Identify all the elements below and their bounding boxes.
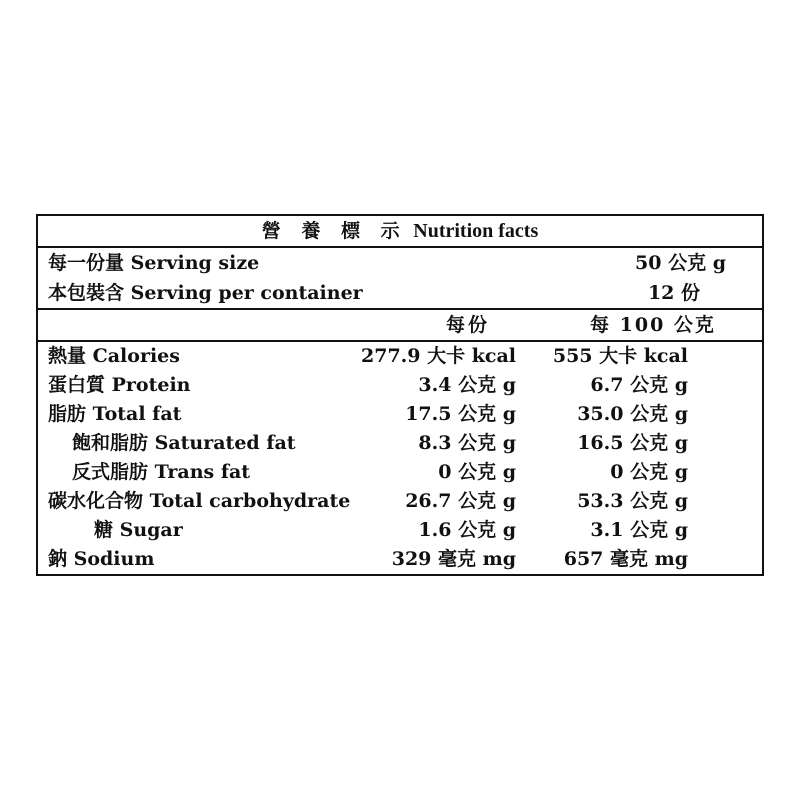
- nutrient-row: [38, 400, 762, 429]
- per-100g-value: 657 毫克 mg: [563, 548, 688, 570]
- servings-per-container-value: 12 份: [647, 282, 700, 304]
- serving-section: [38, 248, 762, 310]
- per-serving-value: 0 公克 g: [438, 461, 516, 483]
- servings-per-container-label: 本包裝含 Serving per container: [48, 282, 363, 304]
- nutrient-name: 碳水化合物 Total carbohydrate: [48, 490, 351, 512]
- nutrient-name: 蛋白質 Protein: [48, 374, 191, 396]
- per-serving-value: 3.4 公克 g: [418, 374, 516, 396]
- nutrient-row: [38, 458, 762, 487]
- per-100g-value: 53.3 公克 g: [577, 490, 688, 512]
- column-header-per-serving: 每份: [445, 314, 490, 336]
- servings-per-container-row: [38, 278, 762, 308]
- per-100g-value: 6.7 公克 g: [590, 374, 688, 396]
- title-english: Nutrition facts: [413, 220, 539, 242]
- per-100g-value: 0 公克 g: [610, 461, 688, 483]
- per-serving-value: 329 毫克 mg: [391, 548, 516, 570]
- column-header-row: [38, 310, 762, 342]
- nutrient-name: 反式脂肪 Trans fat: [72, 461, 251, 483]
- per-serving-value: 17.5 公克 g: [405, 403, 516, 425]
- nutrient-row: [38, 429, 762, 458]
- nutrient-row: [38, 516, 762, 545]
- per-serving-value: 8.3 公克 g: [418, 432, 516, 454]
- nutrient-row: [38, 342, 762, 371]
- serving-size-label: 每一份量 Serving size: [48, 252, 260, 274]
- nutrient-name: 飽和脂肪 Saturated fat: [72, 432, 296, 454]
- serving-size-value: 50 公克 g: [635, 252, 726, 274]
- per-100g-value: 3.1 公克 g: [590, 519, 688, 541]
- nutrient-name: 鈉 Sodium: [48, 548, 155, 570]
- nutrient-row: [38, 545, 762, 574]
- per-100g-value: 35.0 公克 g: [577, 403, 688, 425]
- per-serving-value: 1.6 公克 g: [418, 519, 516, 541]
- nutrient-name: 熱量 Calories: [48, 345, 180, 367]
- per-100g-value: 555 大卡 kcal: [552, 345, 688, 367]
- nutrient-row: [38, 371, 762, 400]
- nutrition-facts-panel: [36, 214, 764, 576]
- serving-size-row: [38, 248, 762, 278]
- panel-title: [38, 216, 762, 248]
- nutrient-row: [38, 487, 762, 516]
- per-100g-value: 16.5 公克 g: [577, 432, 688, 454]
- nutrient-name: 糖 Sugar: [94, 519, 183, 541]
- nutrient-name: 脂肪 Total fat: [48, 403, 182, 425]
- column-header-per-100g: 每 100 公克: [590, 314, 716, 336]
- per-serving-value: 26.7 公克 g: [405, 490, 516, 512]
- per-serving-value: 277.9 大卡 kcal: [361, 345, 516, 367]
- title-chinese: 營 養 標 示: [261, 220, 407, 242]
